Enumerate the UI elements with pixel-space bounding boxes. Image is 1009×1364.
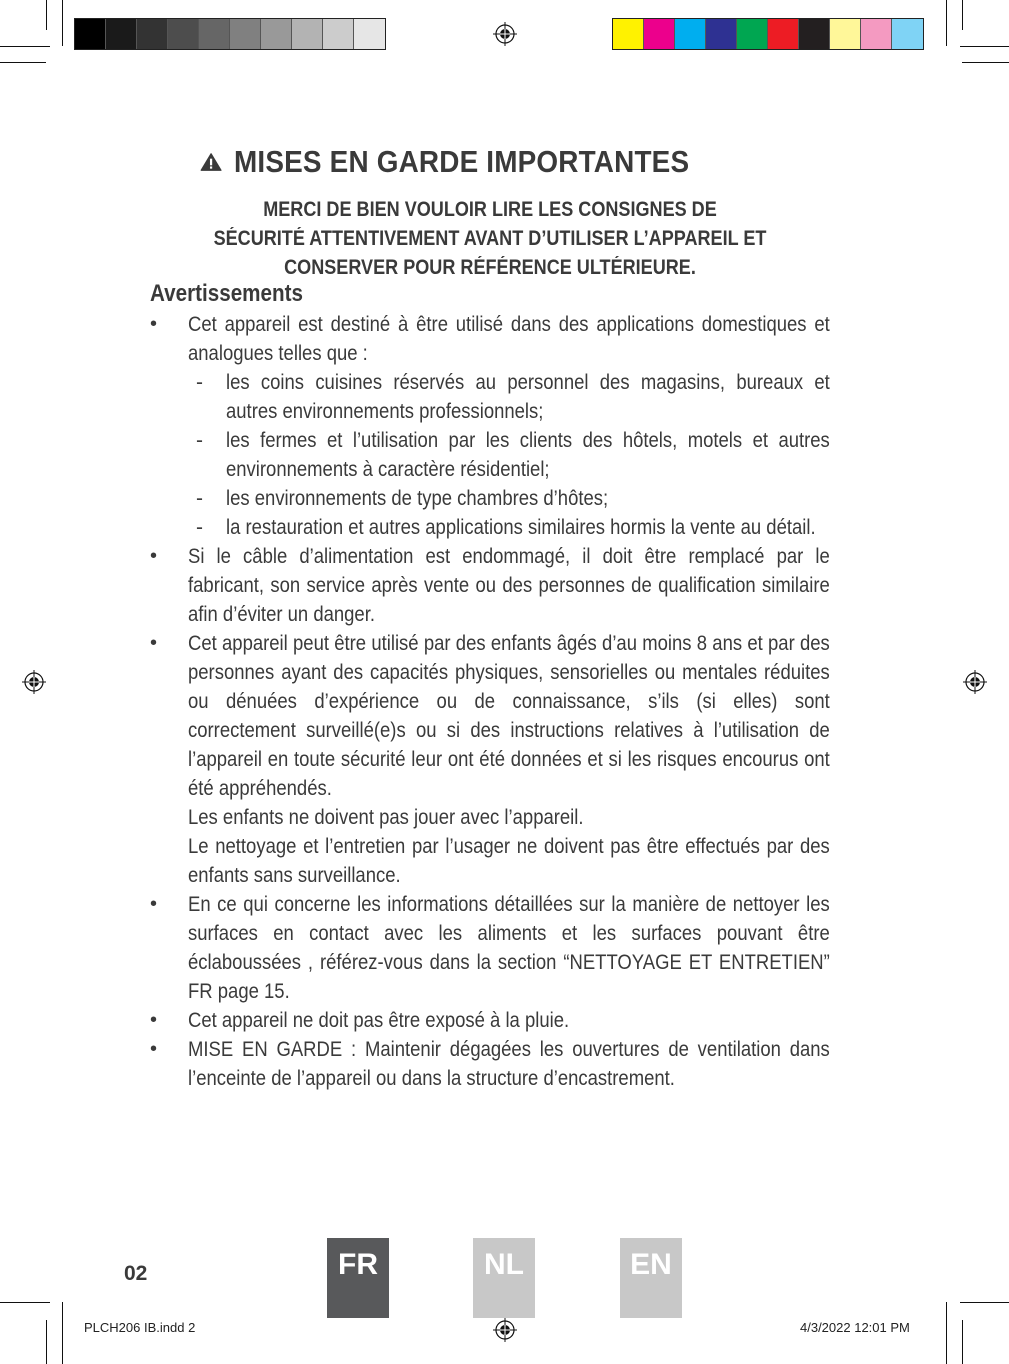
warning-icon <box>200 145 222 179</box>
gray-swatch <box>354 19 385 49</box>
dash-icon: - <box>196 487 203 510</box>
registration-mark-icon <box>493 1318 517 1342</box>
sub-item-text: les environnements de type chambres d’hôtes; <box>226 487 609 510</box>
sub-list-item <box>150 426 830 484</box>
list-item-text: Cet appareil peut être utilisé par des enfants âgés d’au moins 8 ans et par des personnes ayant des capacités physiques, sensorielles ou mentales réduites ou dénuées d’expérience ou de connaissance, s’ils (si elles) sont correctement surveillé(e)s ou si des instructions relatives à l’utilisation de l’appareil en toute sécurité leur ont été données et si les risques encourus ont été appréhendés. <box>188 632 830 800</box>
list-item <box>150 629 830 803</box>
gray-swatch <box>292 19 323 49</box>
crop-mark <box>46 0 47 30</box>
color-swatch <box>644 19 675 49</box>
gray-swatch <box>323 19 354 49</box>
language-tab-en[interactable]: EN <box>620 1238 682 1318</box>
crop-mark <box>962 0 963 30</box>
color-swatch <box>675 19 706 49</box>
section-heading: Avertissements <box>150 280 303 307</box>
gray-swatch <box>199 19 230 49</box>
dash-icon: - <box>196 371 203 394</box>
color-swatch <box>768 19 799 49</box>
crop-mark <box>46 1320 47 1364</box>
color-swatch <box>892 19 923 49</box>
bullet-icon: • <box>150 313 158 335</box>
registration-mark-icon <box>493 22 517 46</box>
crop-mark <box>0 1302 50 1303</box>
list-item <box>150 1035 830 1093</box>
crop-mark <box>0 46 50 47</box>
sub-list-item <box>150 513 830 542</box>
crop-mark <box>960 1302 1009 1303</box>
list-item <box>150 310 830 368</box>
grayscale-color-bar <box>74 18 386 50</box>
gray-swatch <box>106 19 137 49</box>
subtitle <box>140 195 840 282</box>
registration-mark-icon <box>22 670 46 694</box>
color-swatch <box>830 19 861 49</box>
sub-item-text: les fermes et l’utilisation par les clients des hôtels, motels et autres environnements à caractère résidentiel; <box>226 429 830 481</box>
subtitle-line: CONSERVER POUR RÉFÉRENCE ULTÉRIEURE. <box>284 256 696 279</box>
page-title <box>200 140 740 184</box>
color-swatch <box>861 19 892 49</box>
page-number: 02 <box>124 1262 148 1285</box>
list-item-text: Cet appareil est destiné à être utilisé dans des applications domestiques et analogues telles que : <box>188 313 830 365</box>
crop-mark <box>62 0 63 46</box>
crop-mark <box>0 62 46 63</box>
list-item-text: Cet appareil ne doit pas être exposé à la pluie. <box>188 1009 570 1032</box>
color-swatch <box>799 19 830 49</box>
sub-item-text: la restauration et autres applications similaires hormis la vente au détail. <box>226 516 816 539</box>
language-tab-nl[interactable]: NL <box>473 1238 535 1318</box>
list-paragraph <box>150 832 830 890</box>
bullet-icon: • <box>150 893 158 915</box>
crop-mark <box>62 1302 63 1364</box>
crop-mark <box>946 1302 947 1364</box>
list-item-text: Si le câble d’alimentation est endommagé, il doit être remplacé par le fabricant, son service après vente ou des personnes de qualification similaire afin d’éviter un danger. <box>188 545 830 626</box>
crop-mark <box>946 0 947 46</box>
list-item-text: MISE EN GARDE : Maintenir dégagées les ouvertures de ventilation dans l’enceinte de l’appareil ou dans la structure d’encastrement. <box>188 1038 830 1090</box>
title-text: MISES EN GARDE IMPORTANTES <box>234 144 690 179</box>
list-item <box>150 1006 830 1035</box>
bullet-icon: • <box>150 1009 158 1031</box>
list-item <box>150 542 830 629</box>
sub-list-item <box>150 368 830 426</box>
language-tab-fr[interactable]: FR <box>327 1238 389 1318</box>
paragraph-text: Le nettoyage et l’entretien par l’usager ne doivent pas être effectués par des enfants sans surveillance. <box>188 835 830 887</box>
subtitle-line: MERCI DE BIEN VOULOIR LIRE LES CONSIGNES DE <box>263 198 717 221</box>
file-info: PLCH206 IB.indd 2 <box>84 1320 196 1335</box>
bullet-icon: • <box>150 545 158 567</box>
bullet-icon: • <box>150 1038 158 1060</box>
subtitle-line: SÉCURITÉ ATTENTIVEMENT AVANT D’UTILISER L’APPAREIL ET <box>213 227 767 250</box>
gray-swatch <box>137 19 168 49</box>
dash-icon: - <box>196 516 203 539</box>
color-swatch <box>737 19 768 49</box>
process-color-bar <box>612 18 924 50</box>
list-item-text: En ce qui concerne les informations détaillées sur la manière de nettoyer les surfaces en contact avec les aliments et les surfaces pouvant être éclaboussées , référez-vous dans la section “NETTOYAGE ET ENTRETIEN” FR page 15. <box>188 893 830 1003</box>
gray-swatch <box>168 19 199 49</box>
color-swatch <box>706 19 737 49</box>
crop-mark <box>962 62 1009 63</box>
registration-mark-icon <box>963 670 987 694</box>
list-item <box>150 890 830 1006</box>
print-timestamp: 4/3/2022 12:01 PM <box>800 1320 910 1335</box>
list-paragraph <box>150 803 830 832</box>
sub-item-text: les coins cuisines réservés au personnel des magasins, bureaux et autres environnements professionnels; <box>226 371 830 423</box>
warnings-list <box>150 310 830 1093</box>
gray-swatch <box>261 19 292 49</box>
gray-swatch <box>230 19 261 49</box>
paragraph-text: Les enfants ne doivent pas jouer avec l’appareil. <box>188 806 584 829</box>
crop-mark <box>960 46 1009 47</box>
color-swatch <box>613 19 644 49</box>
gray-swatch <box>75 19 106 49</box>
bullet-icon: • <box>150 632 158 654</box>
sub-list-item <box>150 484 830 513</box>
crop-mark <box>962 1320 963 1364</box>
dash-icon: - <box>196 429 203 452</box>
